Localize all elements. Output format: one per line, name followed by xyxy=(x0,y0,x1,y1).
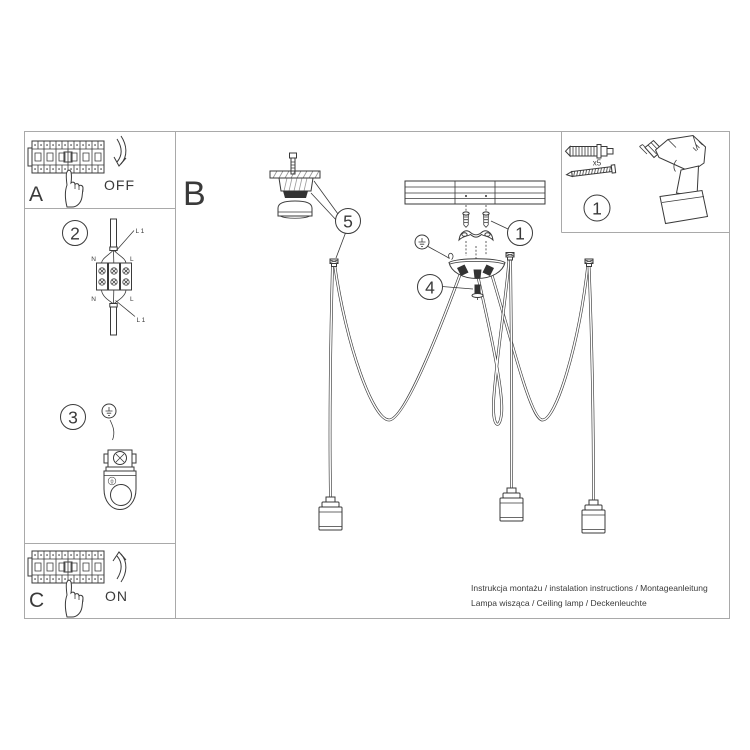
step5-badge: 5 xyxy=(343,211,353,232)
mount-screw-icon xyxy=(483,212,489,227)
earth-terminal-icon xyxy=(104,450,136,471)
step2-badge: 2 xyxy=(70,223,80,244)
frame-borders xyxy=(25,132,730,619)
n-top-label: N xyxy=(91,256,96,263)
wires-bottom xyxy=(102,290,127,304)
mount-screw-icon xyxy=(463,212,469,227)
breaker-panel-icon xyxy=(28,141,104,173)
l-top-label: L xyxy=(130,256,134,263)
lamp-socket-middle-icon xyxy=(500,488,523,521)
step3-badge: 3 xyxy=(68,407,78,428)
pressing-hand-icon xyxy=(65,170,83,207)
panel-a-label: A xyxy=(29,183,44,206)
earth-symbol-icon xyxy=(102,404,116,418)
step5-leader-lines xyxy=(311,181,338,222)
section-b-label: B xyxy=(183,175,206,213)
cable-hook-middle-icon xyxy=(506,253,514,261)
footer-line2: Lampa wisząca / Ceiling lamp / Deckenleuchte xyxy=(471,598,647,608)
step1-leader xyxy=(491,221,508,229)
drill-icon xyxy=(640,136,708,224)
ceiling-bar-icon xyxy=(405,181,545,204)
wires-top xyxy=(102,251,127,264)
step4-leader xyxy=(442,287,473,290)
cable-hook-right-icon xyxy=(585,259,593,267)
hook-base-icon xyxy=(279,178,313,198)
long-screw-icon xyxy=(566,165,616,179)
earth-wire xyxy=(110,420,114,440)
lamp-socket-right-icon xyxy=(582,500,605,533)
footer-line1: Instrukcja montażu / instalation instructions / Montageanleitung xyxy=(471,583,708,593)
strap-bracket-icon xyxy=(459,231,493,240)
earth-symbol-icon xyxy=(415,235,429,249)
panel-c-power-on xyxy=(28,551,128,617)
canopy-cover-icon xyxy=(278,201,312,218)
supply-cable-bottom xyxy=(111,307,117,335)
alignment-dashes xyxy=(466,241,486,261)
n-bottom-label: N xyxy=(91,296,96,303)
terminal-block-icon xyxy=(97,263,132,290)
step4-canopy xyxy=(415,235,505,300)
step1-tools-badge: 1 xyxy=(592,198,602,219)
cable-gland-icon xyxy=(474,270,482,279)
step1-mount-badge: 1 xyxy=(515,223,525,244)
l1-bottom-label: L 1 xyxy=(136,317,146,324)
pendant-cables xyxy=(330,260,593,501)
footer-text xyxy=(471,583,708,608)
breaker-panel-icon xyxy=(28,551,104,583)
panel-a-power-off xyxy=(28,136,135,207)
l1-top-label: L 1 xyxy=(135,228,145,235)
step1-tools-box xyxy=(566,136,708,224)
off-arrow-icon xyxy=(114,136,126,166)
step3-earth-bracket xyxy=(61,404,137,510)
pressing-hand-icon xyxy=(65,580,83,617)
lamp-socket-left-icon xyxy=(319,497,342,530)
step2-wiring-diagram xyxy=(63,219,146,335)
step5-ceiling-hook-detail xyxy=(270,153,361,258)
panel-c-label: C xyxy=(29,589,45,612)
on-arrow-icon xyxy=(113,552,126,582)
dowel-quantity-label: x5 xyxy=(592,158,602,168)
l-bottom-label: L xyxy=(130,296,134,303)
on-label: ON xyxy=(105,588,128,604)
earth-leader xyxy=(428,247,453,260)
step4-badge: 4 xyxy=(425,277,435,298)
supply-cable-top xyxy=(111,219,117,247)
step5-leader-down xyxy=(336,233,346,258)
cable-hook-left-icon xyxy=(330,259,338,267)
wall-plug-icon xyxy=(566,145,614,159)
step1-ceiling-fixing xyxy=(405,181,545,261)
mounting-bracket-icon xyxy=(104,471,136,510)
off-label: OFF xyxy=(104,177,135,193)
